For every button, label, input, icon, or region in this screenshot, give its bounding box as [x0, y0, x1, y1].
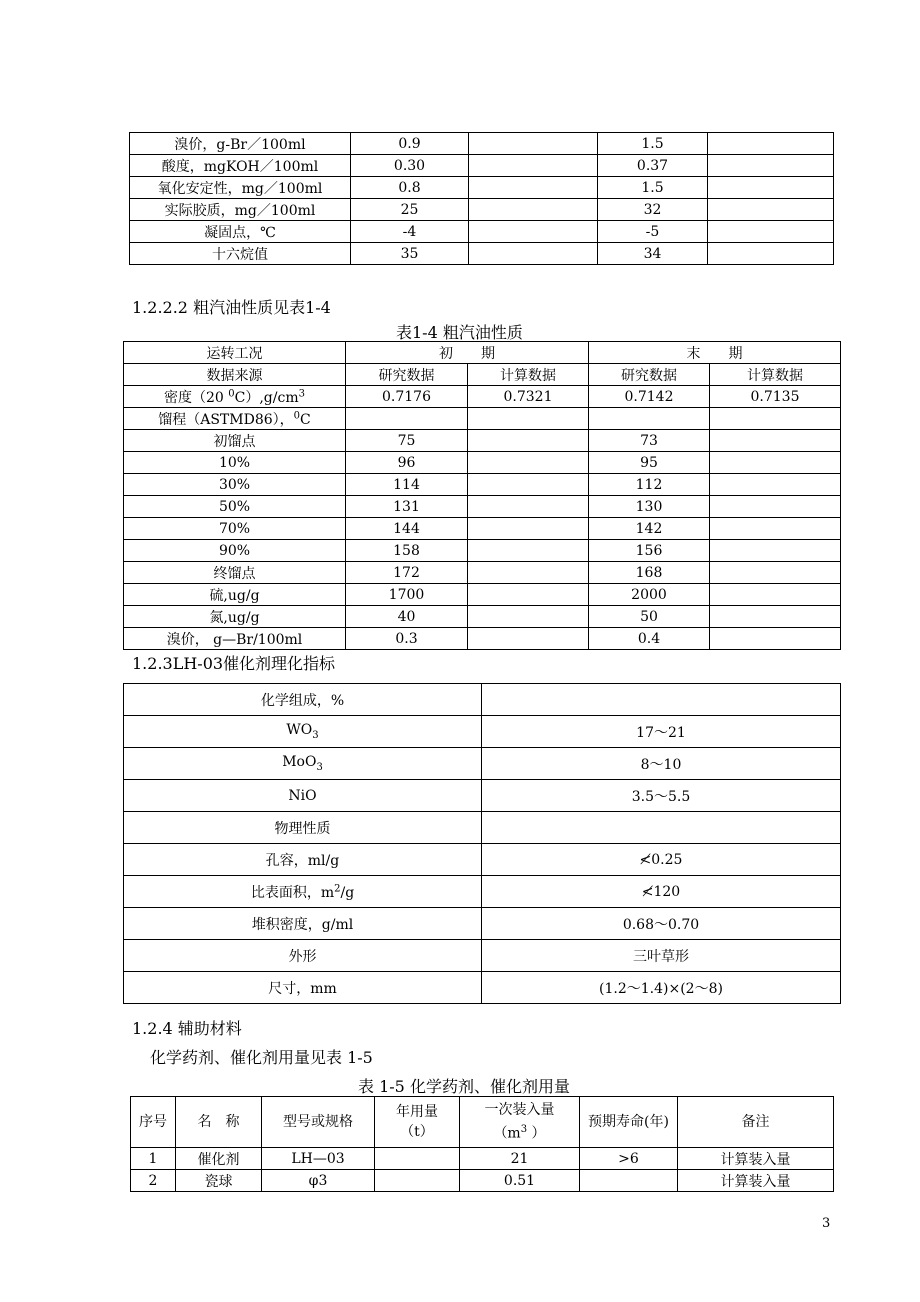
table-row [124, 908, 841, 940]
table-cell [468, 430, 589, 452]
table-cell [710, 430, 841, 452]
table-cell: 催化剂 [176, 1148, 262, 1170]
table-cell [469, 199, 598, 221]
table-cell: 0.7176 [346, 386, 468, 408]
table-cell: 0.51 [460, 1170, 580, 1192]
table-cell: 40 [346, 606, 468, 628]
table-row [124, 562, 841, 584]
table-row [124, 496, 841, 518]
label-text: 比表面积，m [250, 884, 335, 901]
section-heading-124: 1.2.4 辅助材料 [132, 1019, 242, 1038]
header-line: 一次装入量 [484, 1102, 555, 1119]
table-cell [469, 221, 598, 243]
table-cell: 初馏点 [124, 430, 346, 452]
header-cell: 末 期 [589, 342, 841, 364]
table-cell: 溴价，g-Br／100ml [130, 133, 351, 155]
table-cell [468, 628, 589, 650]
table-row [130, 177, 834, 199]
table-cell [708, 177, 834, 199]
table-cell [708, 133, 834, 155]
table-cell: 112 [589, 474, 710, 496]
table-cell: 21 [460, 1148, 580, 1170]
table-cell [124, 876, 482, 908]
label-text: （m [493, 1125, 521, 1142]
label-text: 馏程（ASTMD86）， [158, 411, 294, 428]
label-text: /g [340, 884, 355, 901]
table-cell [710, 628, 841, 650]
superscript: 0 [228, 387, 235, 399]
table-cell: 氮,ug/g [124, 606, 346, 628]
table-cell [710, 518, 841, 540]
page-number: 3 [822, 1216, 831, 1231]
table-1-3-continuation [129, 132, 834, 265]
label-text: C）,g/cm [234, 389, 299, 406]
label-text: C [300, 411, 311, 428]
header-cell: 名 称 [176, 1097, 262, 1148]
label-text: ） [527, 1125, 546, 1142]
table-cell: 1700 [346, 584, 468, 606]
header-line [460, 1120, 579, 1144]
table-row [124, 812, 841, 844]
table-cell: 73 [589, 430, 710, 452]
table-cell: -5 [598, 221, 708, 243]
header-cell: 研究数据 [589, 364, 710, 386]
table-cell [708, 243, 834, 265]
table-cell: 17～21 [482, 716, 841, 748]
table-cell: 114 [346, 474, 468, 496]
table-cell: 1 [131, 1148, 176, 1170]
table-cell [708, 199, 834, 221]
table-cell [346, 408, 468, 430]
table-header-row [131, 1097, 834, 1148]
table-cell: 酸度，mgKOH／100ml [130, 155, 351, 177]
section-124-text: 化学药剂、催化剂用量见表 1-5 [150, 1048, 373, 1067]
table-cell: 堆积密度，g/ml [124, 908, 482, 940]
table-row [130, 199, 834, 221]
table-cell [469, 243, 598, 265]
table-row [124, 844, 841, 876]
table-cell [375, 1148, 460, 1170]
table-cell: φ3 [262, 1170, 375, 1192]
table-cell [468, 496, 589, 518]
table-cell: 外形 [124, 940, 482, 972]
superscript: 3 [520, 1124, 528, 1136]
section-heading-1222: 1.2.2.2 粗汽油性质见表1-4 [132, 298, 331, 317]
table-cell: 142 [589, 518, 710, 540]
table-cell: 1.5 [598, 133, 708, 155]
header-cell: 研究数据 [346, 364, 468, 386]
table-cell: 96 [346, 452, 468, 474]
table-cell [468, 518, 589, 540]
table-row [131, 1170, 834, 1192]
catalyst-properties-table [123, 683, 841, 1004]
table-cell: 0.3 [346, 628, 468, 650]
table-cell [124, 748, 482, 780]
table-cell: LH—03 [262, 1148, 375, 1170]
table-cell [124, 408, 346, 430]
table-cell: 溴价， g—Br/100ml [124, 628, 346, 650]
table-cell: 0.4 [589, 628, 710, 650]
table-cell: 3.5～5.5 [482, 780, 841, 812]
table-cell: 156 [589, 540, 710, 562]
table-cell: 孔容，ml/g [124, 844, 482, 876]
header-cell: 序号 [131, 1097, 176, 1148]
formula-text: WO [286, 722, 313, 739]
table-1-4 [123, 341, 841, 650]
table-cell: 130 [589, 496, 710, 518]
header-cell [460, 1097, 580, 1148]
superscript: 2 [334, 882, 341, 894]
table-cell: 1.5 [598, 177, 708, 199]
table-row [124, 518, 841, 540]
table-cell [589, 408, 710, 430]
table-cell: 尺寸，mm [124, 972, 482, 1004]
header-cell: 预期寿命(年) [580, 1097, 678, 1148]
table-cell [124, 716, 482, 748]
table-row [124, 452, 841, 474]
table-cell: 终馏点 [124, 562, 346, 584]
table-row [124, 628, 841, 650]
table-cell: 氧化安定性，mg／100ml [130, 177, 351, 199]
table-cell: 25 [351, 199, 469, 221]
table-cell: 144 [346, 518, 468, 540]
table-cell [710, 452, 841, 474]
table-cell: 2000 [589, 584, 710, 606]
table-cell: 34 [598, 243, 708, 265]
table-row [124, 386, 841, 408]
table-cell [710, 408, 841, 430]
header-cell: 备注 [678, 1097, 834, 1148]
table-cell: 凝固点，℃ [130, 221, 351, 243]
table-header-row [124, 364, 841, 386]
table-cell [710, 562, 841, 584]
table-1-5 [130, 1096, 834, 1192]
superscript: 3 [298, 387, 305, 399]
table-cell: 计算装入量 [678, 1148, 834, 1170]
table-cell: 70% [124, 518, 346, 540]
table-cell [375, 1170, 460, 1192]
table-cell: 168 [589, 562, 710, 584]
table-cell [708, 155, 834, 177]
table-cell [468, 408, 589, 430]
table-cell: 0.7142 [589, 386, 710, 408]
table-cell [710, 540, 841, 562]
table-row [124, 684, 841, 716]
label-text: 密度（20 [164, 389, 229, 406]
table-cell: 131 [346, 496, 468, 518]
table-cell: 0.7321 [468, 386, 589, 408]
table-cell [468, 606, 589, 628]
table-cell [708, 221, 834, 243]
table-cell: -4 [351, 221, 469, 243]
subscript: 3 [312, 729, 319, 741]
header-cell: 初 期 [346, 342, 589, 364]
table-row [124, 716, 841, 748]
table-cell: 十六烷值 [130, 243, 351, 265]
table-cell [710, 606, 841, 628]
table-cell: 物理性质 [124, 812, 482, 844]
section-heading-123: 1.2.3LH-03催化剂理化指标 [132, 654, 336, 673]
table-row [124, 430, 841, 452]
table-row [124, 940, 841, 972]
header-cell [375, 1097, 460, 1148]
table-header-row [124, 342, 841, 364]
table-row [124, 780, 841, 812]
table-cell [468, 584, 589, 606]
table-cell: 30% [124, 474, 346, 496]
table-cell [469, 133, 598, 155]
table-cell [710, 496, 841, 518]
table-row [124, 408, 841, 430]
table-cell [468, 540, 589, 562]
header-cell: 计算数据 [468, 364, 589, 386]
table-row [130, 155, 834, 177]
table-cell: NiO [124, 780, 482, 812]
subscript: 3 [316, 761, 323, 773]
table-cell: 172 [346, 562, 468, 584]
table-cell: ≮0.25 [482, 844, 841, 876]
table-cell: 瓷球 [176, 1170, 262, 1192]
table-cell: 8～10 [482, 748, 841, 780]
table-cell [482, 812, 841, 844]
table-cell: 0.37 [598, 155, 708, 177]
formula-text: MoO [282, 754, 317, 771]
table-cell: 32 [598, 199, 708, 221]
table-cell: 35 [351, 243, 469, 265]
header-cell: 数据来源 [124, 364, 346, 386]
header-cell: 运转工况 [124, 342, 346, 364]
table-cell: 2 [131, 1170, 176, 1192]
table-cell: 158 [346, 540, 468, 562]
table-row [124, 876, 841, 908]
header-line: （t） [400, 1124, 434, 1140]
table-row [124, 606, 841, 628]
table-cell: 计算装入量 [678, 1170, 834, 1192]
table-row [124, 972, 841, 1004]
table-row [131, 1148, 834, 1170]
table-cell: (1.2～1.4)×(2～8) [482, 972, 841, 1004]
header-cell: 计算数据 [710, 364, 841, 386]
table-row [124, 748, 841, 780]
table-row [124, 584, 841, 606]
table-cell: 0.9 [351, 133, 469, 155]
table-cell: 0.8 [351, 177, 469, 199]
table-cell: 0.68～0.70 [482, 908, 841, 940]
table-cell: 50 [589, 606, 710, 628]
table-cell [469, 155, 598, 177]
header-line: 年用量 [396, 1104, 438, 1120]
table-cell: 硫,ug/g [124, 584, 346, 606]
table-cell [468, 452, 589, 474]
table-cell [469, 177, 598, 199]
table-cell [124, 386, 346, 408]
table-cell: 50% [124, 496, 346, 518]
table-cell: 三叶草形 [482, 940, 841, 972]
table-row [130, 243, 834, 265]
table-cell [482, 684, 841, 716]
table-cell: 75 [346, 430, 468, 452]
table-1-4-caption: 表1-4 粗汽油性质 [396, 323, 523, 342]
table-cell [468, 562, 589, 584]
table-cell [710, 474, 841, 496]
table-cell [710, 584, 841, 606]
table-cell: 0.30 [351, 155, 469, 177]
header-cell: 型号或规格 [262, 1097, 375, 1148]
table-cell: 实际胶质，mg／100ml [130, 199, 351, 221]
table-1-5-caption: 表 1-5 化学药剂、催化剂用量 [358, 1077, 570, 1096]
table-row [130, 221, 834, 243]
table-cell: 0.7135 [710, 386, 841, 408]
table-row [124, 474, 841, 496]
table-cell: ≮120 [482, 876, 841, 908]
table-cell: 95 [589, 452, 710, 474]
table-cell: >6 [580, 1148, 678, 1170]
table-row [124, 540, 841, 562]
table-cell [580, 1170, 678, 1192]
superscript: 0 [293, 409, 301, 421]
table-cell: 10% [124, 452, 346, 474]
table-row [130, 133, 834, 155]
table-cell: 化学组成，% [124, 684, 482, 716]
table-cell: 90% [124, 540, 346, 562]
table-cell [468, 474, 589, 496]
